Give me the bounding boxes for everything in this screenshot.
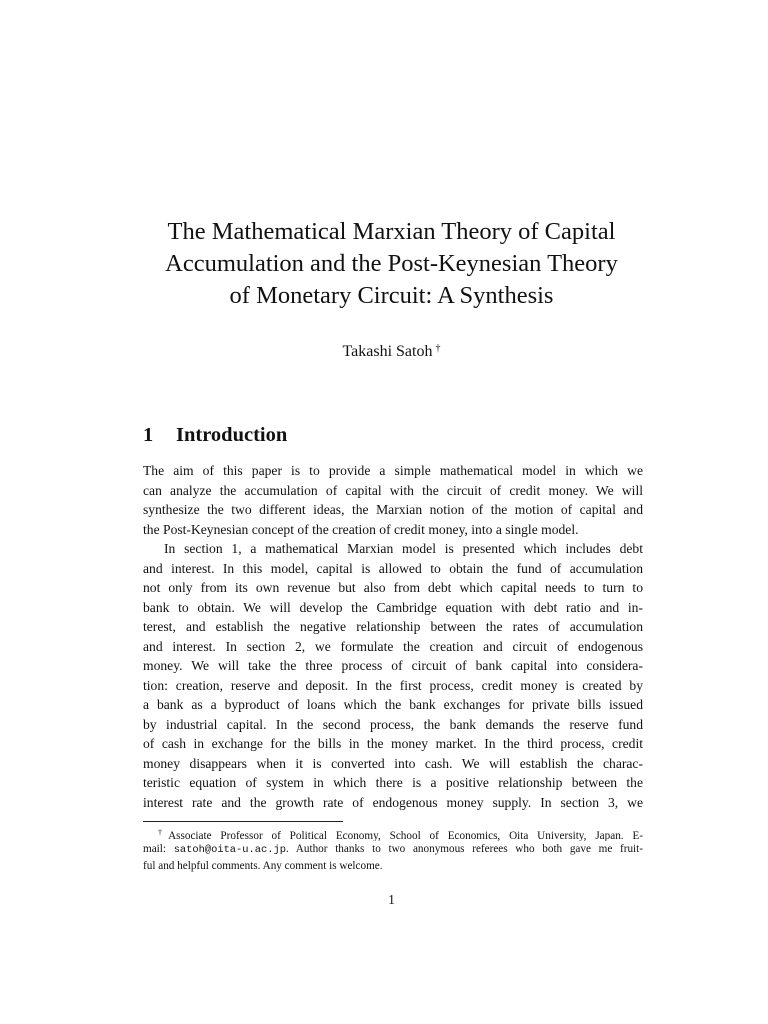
text-line: by industrial capital. In the second process, the bank demands the reserve fund [143,716,643,732]
author-line [100,339,683,362]
text-line: terest, and establish the negative relationship between the rates of accumulation [143,619,643,634]
footnote-rule [143,821,343,822]
paragraph [143,461,643,539]
author-name: Takashi Satoh [342,343,433,360]
text-line: tion: creation, reserve and deposit. In the first process, credit money is created by [143,677,643,693]
body-text [143,461,643,812]
text-line: money. We will take the three process of circuit of bank capital into considera- [143,658,643,673]
footnote-line: ful and helpful comments. Any comment is welcome. [143,860,383,872]
text-line: the Post-Keynesian concept of the creation of credit money, into a single model. [143,521,579,537]
footnote-line [143,824,643,841]
paragraph [143,539,643,812]
page-number: 1 [388,892,395,907]
text-line: money disappears when it is converted into cash. We will establish the charac- [143,755,643,771]
footnote-text: . Author thanks to two anonymous referees who both gave me fruit- [285,843,643,855]
author-email: satoh@oita-u.ac.jp [173,844,286,856]
text-line: not only from its own revenue but also from debt which capital needs to turn to [143,580,643,595]
footnote [143,824,643,875]
author-footnote-marker: † [435,343,441,354]
text-line: The aim of this paper is to provide a simple mathematical model in which we [143,463,643,478]
text-line: In section 1, a mathematical Marxian model is presented which includes debt [164,541,643,556]
text-line: interest rate and the growth rate of endogenous money supply. In section 3, we [143,794,643,810]
footnote-text: mail: [143,843,174,855]
text-line: of cash in exchange for the bills in the money market. In the third process, credit [143,736,643,751]
footnote-text: Associate Professor of Political Economy, School of Economics, Oita University, Japan. E- [168,830,643,841]
text-line: and interest. In this model, capital is allowed to obtain the fund of accumulation [143,560,643,576]
section-heading [143,422,287,448]
title-line: of Monetary Circuit: A Synthesis [229,282,554,309]
footnote-line [143,841,643,858]
text-line: teristic equation of system in which there is a positive relationship between the [143,775,643,790]
text-line: bank to obtain. We will develop the Cambridge equation with debt ratio and in- [143,599,643,615]
text-line: and interest. In section 2, we formulate the creation and circuit of endogenous [143,638,643,654]
paper-title [100,216,683,312]
text-line: synthesize the two different ideas, the Marxian notion of the motion of capital and [143,502,643,517]
footnote-marker: † [158,828,169,837]
text-line: a bank as a byproduct of loans which the bank exchanges for private bills issued [143,697,643,712]
title-line: Accumulation and the Post-Keynesian Theory [165,250,618,277]
section-number: 1 [143,424,154,446]
section-title: Introduction [176,424,288,446]
text-line: can analyze the accumulation of capital with the circuit of credit money. We will [143,482,643,498]
title-line: The Mathematical Marxian Theory of Capital [167,218,616,245]
